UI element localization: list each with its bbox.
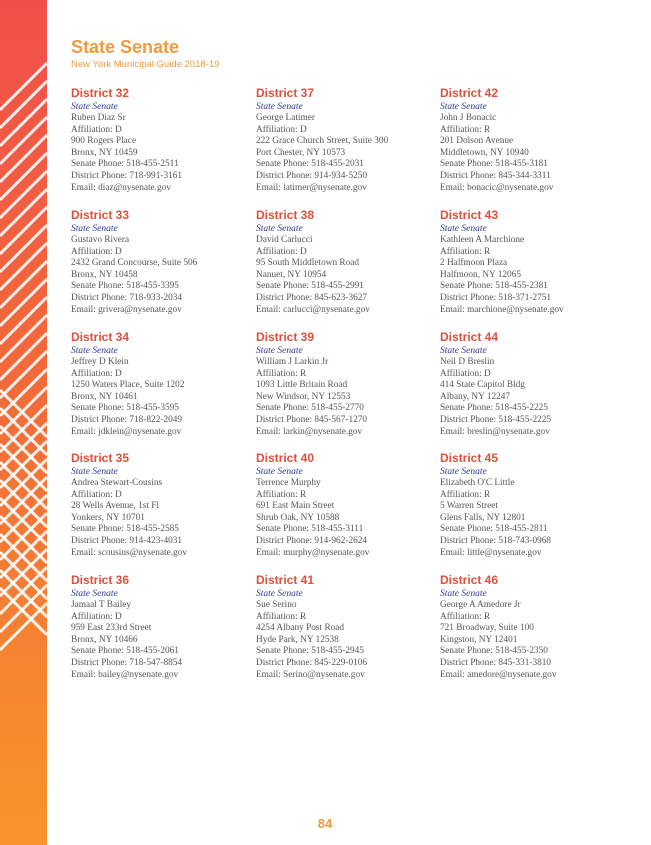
senator-name: Andrea Stewart-Cousins (71, 478, 163, 488)
city-state-zip: Kingston, NY 12401 (440, 634, 518, 645)
affiliation: Affiliation: R (256, 368, 307, 379)
senator-entry (256, 451, 436, 559)
senate-phone: Senate Phone: 518-455-2585 (71, 524, 179, 535)
district-phone: District Phone: 845-344-3311 (440, 170, 551, 181)
street-address: 1250 Waters Place, Suite 1202 (71, 380, 185, 391)
email: Email: diaz@nysenate.gov (71, 182, 171, 193)
senator-entry (256, 573, 436, 681)
senator-entry (440, 330, 620, 438)
email: Email: bailey@nysenate.gov (71, 669, 179, 680)
senator-entry (256, 330, 436, 438)
senator-entry (256, 208, 436, 316)
district-heading: District 42 (440, 86, 499, 100)
page-header (71, 37, 219, 71)
affiliation: Affiliation: R (440, 246, 491, 257)
page-title: State Senate (71, 37, 180, 57)
senator-name: John J Bonacic (440, 113, 497, 123)
chamber-label: State Senate (71, 102, 118, 112)
email: Email: latimer@nysenate.gov (256, 182, 367, 193)
district-heading: District 39 (256, 330, 315, 344)
senator-name: Terrence Murphy (256, 478, 321, 488)
chamber-label: State Senate (256, 224, 303, 234)
affiliation: Affiliation: D (256, 246, 307, 257)
district-heading: District 44 (440, 330, 499, 344)
district-heading: District 38 (256, 208, 315, 222)
senate-phone: Senate Phone: 518-455-3395 (71, 281, 179, 292)
senate-phone: Senate Phone: 518-455-2061 (71, 646, 179, 657)
senator-name: William J Larkin Jr (256, 357, 329, 367)
senate-phone: Senate Phone: 518-455-2031 (256, 159, 364, 170)
chamber-label: State Senate (440, 467, 487, 477)
email: Email: little@nysenate.gov (440, 547, 542, 558)
affiliation: Affiliation: D (71, 611, 122, 622)
senate-phone: Senate Phone: 518-455-3181 (440, 159, 548, 170)
city-state-zip: Shrub Oak, NY 10588 (256, 512, 340, 523)
street-address: 900 Rogers Place (71, 136, 137, 147)
district-heading: District 46 (440, 573, 499, 587)
senate-phone: Senate Phone: 518-455-3595 (71, 403, 179, 414)
street-address: 5 Warren Street (440, 501, 498, 512)
district-phone: District Phone: 914-962-2624 (256, 535, 368, 546)
city-state-zip: Bronx, NY 10461 (71, 391, 138, 402)
senator-entry (71, 86, 251, 194)
district-heading: District 34 (71, 330, 130, 344)
email: Email: marchione@nysenate.gov (440, 304, 564, 315)
district-heading: District 37 (256, 86, 315, 100)
senate-phone: Senate Phone: 518-455-2350 (440, 646, 548, 657)
senator-entry (71, 451, 251, 559)
city-state-zip: Port Chester, NY 10573 (256, 147, 346, 158)
street-address: 201 Dolson Avenue (440, 136, 514, 147)
chamber-label: State Senate (256, 102, 303, 112)
district-phone: District Phone: 845-229-0106 (256, 657, 368, 668)
page-number: 84 (317, 816, 333, 831)
senate-phone: Senate Phone: 518-455-2381 (440, 281, 548, 292)
district-phone: District Phone: 518-743-0968 (440, 535, 552, 546)
city-state-zip: Bronx, NY 10458 (71, 269, 138, 280)
senator-name: George A Amedore Jr (440, 600, 521, 610)
district-heading: District 41 (256, 573, 315, 587)
affiliation: Affiliation: R (256, 489, 307, 500)
city-state-zip: Bronx, NY 10459 (71, 147, 138, 158)
district-heading: District 33 (71, 208, 130, 222)
district-phone: District Phone: 718-933-2034 (71, 292, 183, 303)
affiliation: Affiliation: D (71, 489, 122, 500)
street-address: 2 Halfmoon Plaza (440, 258, 508, 269)
city-state-zip: Bronx, NY 10466 (71, 634, 138, 645)
senator-entry (440, 208, 620, 316)
senate-phone: Senate Phone: 518-455-2225 (440, 403, 548, 414)
senator-name: David Carlucci (256, 235, 313, 245)
city-state-zip: Yonkers, NY 10701 (71, 512, 145, 523)
email: Email: breslin@nysenate.gov (440, 426, 550, 437)
senator-entry (71, 208, 251, 316)
district-phone: District Phone: 914-423-4031 (71, 535, 183, 546)
street-address: 414 State Capitol Bldg (440, 380, 525, 391)
affiliation: Affiliation: D (71, 368, 122, 379)
district-phone: District Phone: 718-822-2049 (71, 414, 183, 425)
senate-phone: Senate Phone: 518-455-2811 (440, 524, 548, 535)
chamber-label: State Senate (71, 346, 118, 356)
senator-entry (440, 451, 620, 559)
senator-name: Gustavo Rivera (71, 235, 130, 245)
affiliation: Affiliation: R (256, 611, 307, 622)
district-phone: District Phone: 518-455-2225 (440, 414, 552, 425)
senate-phone: Senate Phone: 518-455-3111 (256, 524, 364, 535)
senate-phone: Senate Phone: 518-455-2945 (256, 646, 364, 657)
district-phone: District Phone: 845-623-3627 (256, 292, 368, 303)
district-phone: District Phone: 518-371-2751 (440, 292, 552, 303)
city-state-zip: Halfmoon, NY 12065 (440, 269, 521, 280)
city-state-zip: New Windsor, NY 12553 (256, 391, 351, 402)
street-address: 691 East Main Street (256, 501, 335, 512)
street-address: 222 Grace Church Street, Suite 300 (256, 136, 389, 147)
email: Email: scousins@nysenate.gov (71, 547, 187, 558)
affiliation: Affiliation: D (71, 246, 122, 257)
senator-name: Elizabeth O'C Little (440, 478, 515, 488)
street-address: 721 Broadway, Suite 100 (440, 623, 534, 634)
senator-entry (440, 573, 620, 681)
affiliation: Affiliation: R (440, 611, 491, 622)
email: Email: Serino@nysenate.gov (256, 669, 365, 680)
city-state-zip: Nanuet, NY 10954 (256, 269, 327, 280)
chamber-label: State Senate (256, 346, 303, 356)
senator-name: Neil D Breslin (440, 357, 495, 367)
district-heading: District 32 (71, 86, 130, 100)
affiliation: Affiliation: R (440, 489, 491, 500)
chamber-label: State Senate (71, 467, 118, 477)
senate-phone: Senate Phone: 518-455-2991 (256, 281, 364, 292)
email: Email: jdklein@nysenate.gov (71, 426, 182, 437)
district-phone: District Phone: 718-547-8854 (71, 657, 183, 668)
email: Email: grivera@nysenate.gov (71, 304, 182, 315)
email: Email: murphy@nysenate.gov (256, 547, 370, 558)
affiliation: Affiliation: R (440, 124, 491, 135)
senator-name: Jeffrey D Klein (71, 357, 129, 367)
district-heading: District 43 (440, 208, 499, 222)
district-heading: District 36 (71, 573, 130, 587)
chamber-label: State Senate (440, 224, 487, 234)
chamber-label: State Senate (71, 224, 118, 234)
senator-entry (440, 86, 620, 194)
senate-phone: Senate Phone: 518-455-2511 (71, 159, 179, 170)
senate-phone: Senate Phone: 518-455-2770 (256, 403, 364, 414)
district-phone: District Phone: 845-567-1270 (256, 414, 368, 425)
street-address: 2432 Grand Concourse, Suite 506 (71, 258, 198, 269)
email: Email: bonacic@nysenate.gov (440, 182, 554, 193)
chamber-label: State Senate (256, 467, 303, 477)
district-heading: District 35 (71, 451, 130, 465)
street-address: 1093 Little Britain Road (256, 380, 348, 391)
senator-name: George Latimer (256, 113, 315, 123)
district-phone: District Phone: 845-331-3810 (440, 657, 552, 668)
city-state-zip: Albany, NY 12247 (440, 391, 511, 402)
diagonal-stripes-pattern (0, 0, 47, 845)
senator-name: Sue Serino (256, 600, 297, 610)
senator-entry (71, 573, 251, 681)
email: Email: carlucci@nysenate.gov (256, 304, 370, 315)
senator-name: Jamaal T Bailey (71, 600, 132, 610)
email: Email: amedore@nysenate.gov (440, 669, 557, 680)
street-address: 4254 Albany Post Road (256, 623, 345, 634)
affiliation: Affiliation: D (71, 124, 122, 135)
chamber-label: State Senate (71, 589, 118, 599)
email: Email: larkin@nysenate.gov (256, 426, 363, 437)
district-heading: District 40 (256, 451, 315, 465)
district-phone: District Phone: 718-991-3161 (71, 170, 183, 181)
district-heading: District 45 (440, 451, 499, 465)
affiliation: Affiliation: D (256, 124, 307, 135)
street-address: 95 South Middletown Road (256, 258, 360, 269)
chamber-label: State Senate (256, 589, 303, 599)
chamber-label: State Senate (440, 346, 487, 356)
decorative-sidebar (0, 0, 47, 845)
city-state-zip: Hyde Park, NY 12538 (256, 634, 339, 645)
street-address: 959 East 233rd Street (71, 623, 152, 634)
senator-name: Kathleen A Marchione (440, 235, 525, 245)
district-phone: District Phone: 914-934-5250 (256, 170, 368, 181)
page-subtitle: New York Municipal Guide 2018-19 (71, 59, 220, 70)
senator-name: Ruben Diaz Sr (71, 113, 126, 123)
chamber-label: State Senate (440, 102, 487, 112)
senator-entry (71, 330, 251, 438)
city-state-zip: Middletown, NY 10940 (440, 147, 529, 158)
affiliation: Affiliation: D (440, 368, 491, 379)
city-state-zip: Glens Falls, NY 12801 (440, 512, 526, 523)
chamber-label: State Senate (440, 589, 487, 599)
street-address: 28 Wells Avenue, 1st Fl (71, 501, 160, 512)
senator-entry (256, 86, 436, 194)
